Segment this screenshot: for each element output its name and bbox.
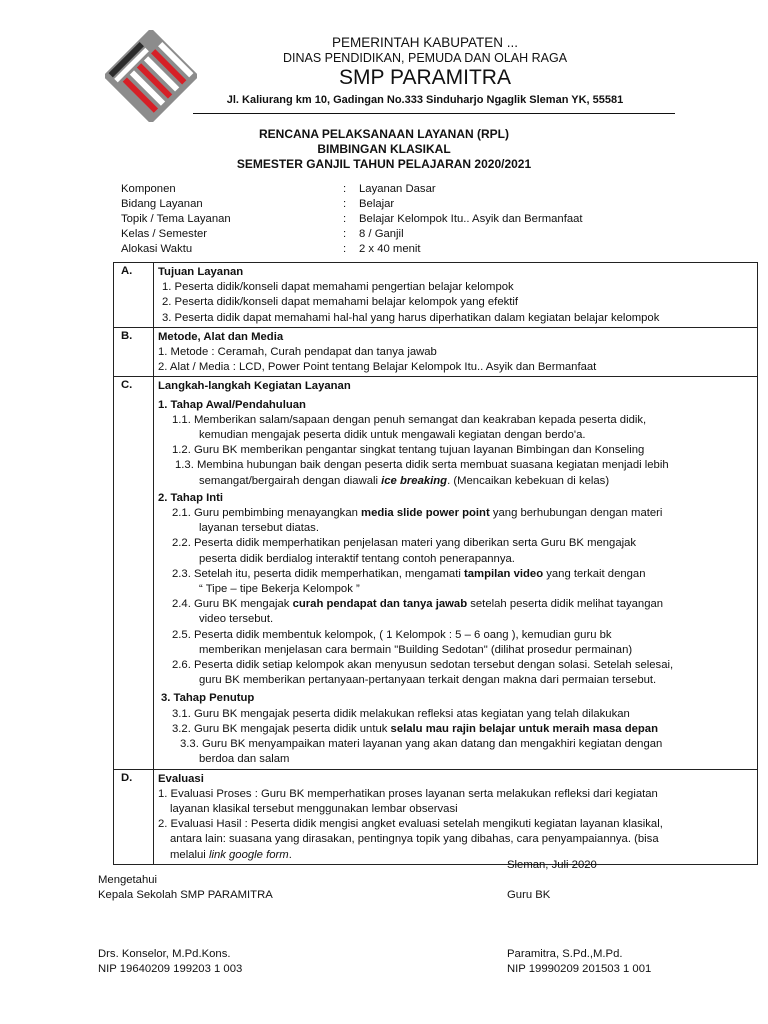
list-item: 1. Peserta didik/konseli dapat memahami pengertian belajar kelompok xyxy=(162,281,514,294)
text-run: yang berhubungan dengan materi xyxy=(489,507,663,520)
text-run: . (Mencaikan kebekuan di kelas) xyxy=(447,474,610,487)
step-text: peserta didik berdialog interaktif tentang contoh penerapannya. xyxy=(199,552,515,565)
step-text: 1.2. Guru BK memberikan pengantar singkat tentang tujuan layanan Bimbingan dan Konseling xyxy=(172,444,645,457)
doc-title-2: BIMBINGAN KLASIKAL xyxy=(317,142,451,156)
doc-title-3: SEMESTER GANJIL TAHUN PELAJARAN 2020/2021 xyxy=(236,157,532,171)
section-letter: C. xyxy=(114,377,154,769)
section-heading: Metode, Alat dan Media xyxy=(158,330,284,343)
text-run: 2.4. Guru BK mengajak xyxy=(172,598,293,611)
info-row xyxy=(121,242,681,257)
counselor-nip: NIP 19990209 201503 1 001 xyxy=(507,963,652,975)
text-run: melalui xyxy=(170,848,209,861)
counselor-name: Paramitra, S.Pd.,M.Pd. xyxy=(507,948,623,960)
info-value: Layanan Dasar xyxy=(359,183,436,195)
section-letter: D. xyxy=(114,769,154,864)
section-content xyxy=(154,377,758,769)
school-address: Jl. Kaliurang km 10, Gadingan No.333 Sinduharjo Ngaglik Sleman YK, 55581 xyxy=(226,94,624,106)
section-heading: Langkah-langkah Kegiatan Layanan xyxy=(158,380,351,393)
step-text: 3.3. Guru BK menyampaikan materi layanan yang akan datang dan mengakhiri kegiatan dengan xyxy=(180,738,663,751)
text-run-bold: media slide power point xyxy=(361,507,490,520)
section-d xyxy=(114,769,758,864)
list-item: 3. Peserta didik dapat memahami hal-hal yang harus diperhatikan dalam kegiatan belajar kelompok xyxy=(162,311,660,324)
evaluation-text: antara lain: suasana yang dirasakan, pentingnya topik yang dibahas, cara penyampaiannya. (bisa xyxy=(170,833,659,846)
kop-line-2: DINAS PENDIDIKAN, PEMUDA DAN OLAH RAGA xyxy=(282,51,568,65)
section-letter: B. xyxy=(114,327,154,377)
info-colon: : xyxy=(343,243,347,255)
list-item: 2. Peserta didik/konseli dapat memahami belajar kelompok yang efektif xyxy=(162,296,519,309)
evaluation-text: 2. Evaluasi Hasil : Peserta didik mengisi angket evaluasi setelah mengikuti kegiatan layanan klasikal, xyxy=(158,818,663,831)
section-content xyxy=(154,769,758,864)
text-run-italic: link google form xyxy=(208,848,289,861)
text-run: 2.1. Guru pembimbing menayangkan xyxy=(172,507,362,520)
info-row xyxy=(121,227,681,242)
letterhead-divider xyxy=(193,113,675,114)
info-label: Kelas / Semester xyxy=(121,228,208,240)
list-item: 1. Metode : Ceramah, Curah pendapat dan tanya jawab xyxy=(158,346,437,359)
principal-title: Kepala Sekolah SMP PARAMITRA xyxy=(98,889,273,901)
info-colon: : xyxy=(343,198,347,210)
step-text xyxy=(158,506,753,521)
text-run-bold: tampilan video xyxy=(464,567,544,580)
section-a xyxy=(114,263,758,328)
kop-line-1: PEMERINTAH KABUPATEN ... xyxy=(331,35,519,50)
step-text: 1.3. Membina hubungan baik dengan peserta didik serta membuat suasana kegiatan menjadi lebih xyxy=(175,459,669,472)
step-text: layanan tersebut diatas. xyxy=(199,522,319,535)
text-run: 2.3. Setelah itu, peserta didik memperhatikan, mengamati xyxy=(172,567,464,580)
info-colon: : xyxy=(343,213,347,225)
step-text: 2.2. Peserta didik memperhatikan penjelasan materi yang diberikan serta Guru BK mengajak xyxy=(172,537,637,550)
step-text: video tersebut. xyxy=(199,613,274,626)
info-value: Belajar xyxy=(359,198,395,210)
stage-heading: 3. Tahap Penutup xyxy=(161,692,255,705)
info-block xyxy=(121,182,681,257)
place-date: Sleman, Juli 2020 xyxy=(507,859,597,871)
text-run: . xyxy=(288,848,292,861)
info-row xyxy=(121,212,681,227)
list-item: 2. Alat / Media : LCD, Power Point tentang Belajar Kelompok Itu.. Asyik dan Bermanfaat xyxy=(158,361,597,374)
stage-heading: 2. Tahap Inti xyxy=(158,491,224,504)
counselor-title: Guru BK xyxy=(507,889,551,901)
info-value: Belajar Kelompok Itu.. Asyik dan Bermanfaat xyxy=(359,213,583,225)
approval-label: Mengetahui xyxy=(98,874,158,886)
section-letter: A. xyxy=(114,263,154,328)
text-run-bold-italic: ice breaking xyxy=(381,474,448,487)
text-run-bold: curah pendapat dan tanya jawab xyxy=(292,598,468,611)
step-text xyxy=(158,722,753,737)
info-label: Komponen xyxy=(121,183,176,195)
section-content xyxy=(154,263,758,328)
step-text: 1.1. Memberikan salam/sapaan dengan penuh semangat dan keakraban kepada peserta didik, xyxy=(172,413,647,426)
info-label: Bidang Layanan xyxy=(121,198,203,210)
evaluation-text xyxy=(158,848,753,863)
step-text: 2.5. Peserta didik membentuk kelompok, ( 1 Kelompok : 5 – 6 oang ), kemudian guru bk xyxy=(172,628,612,641)
school-logo xyxy=(105,30,197,122)
info-colon: : xyxy=(343,228,347,240)
info-label: Topik / Tema Layanan xyxy=(121,213,231,225)
section-heading: Evaluasi xyxy=(158,772,204,785)
step-text: kemudian mengajak peserta didik untuk mengawali kegiatan dengan berdo'a. xyxy=(199,429,586,442)
text-run: semangat/bergairah dengan diawali xyxy=(199,474,382,487)
rpl-table xyxy=(113,262,758,865)
step-text: 3.1. Guru BK mengajak peserta didik melakukan refleksi atas kegiatan yang telah dilakukan xyxy=(172,707,630,720)
evaluation-text: 1. Evaluasi Proses : Guru BK memperhatikan proses layanan serta melakukan refleksi dari kegiatan xyxy=(158,787,658,800)
step-text: “ Tipe – tipe Bekerja Kelompok ” xyxy=(199,583,360,596)
step-text: guru BK memberikan pertanyaan-pertanyaan terkait dengan makna dari permaian tersebut. xyxy=(199,674,657,687)
section-heading: Tujuan Layanan xyxy=(158,266,244,278)
section-content xyxy=(154,327,758,377)
text-run: yang terkait dengan xyxy=(543,567,646,580)
info-row xyxy=(121,197,681,212)
text-run-bold: selalu mau rajin belajar untuk meraih masa depan xyxy=(390,722,658,735)
step-text xyxy=(158,567,753,582)
stage-heading: 1. Tahap Awal/Pendahuluan xyxy=(158,398,306,411)
info-label: Alokasi Waktu xyxy=(121,243,193,255)
evaluation-text: layanan klasikal tersebut menggunakan lembar observasi xyxy=(170,802,458,815)
info-value: 2 x 40 menit xyxy=(359,243,421,255)
text-run: setelah peserta didik melihat tayangan xyxy=(467,598,664,611)
step-text xyxy=(158,597,753,612)
section-b xyxy=(114,327,758,377)
principal-nip: NIP 19640209 199203 1 003 xyxy=(98,963,243,975)
principal-name: Drs. Konselor, M.Pd.Kons. xyxy=(98,948,231,960)
info-colon: : xyxy=(343,183,347,195)
text-run: 3.2. Guru BK mengajak peserta didik untuk xyxy=(172,722,391,735)
step-text: 2.6. Peserta didik setiap kelompok akan menyusun sedotan tersebut dengan solasi. Setelah selesai, xyxy=(172,659,674,672)
step-text xyxy=(158,474,753,489)
info-value: 8 / Ganjil xyxy=(359,228,404,240)
section-c xyxy=(114,377,758,769)
school-name: SMP PARAMITRA xyxy=(339,66,511,89)
step-text: berdoa dan salam xyxy=(199,753,290,766)
doc-title-1: RENCANA PELAKSANAAN LAYANAN (RPL) xyxy=(258,127,509,141)
info-row xyxy=(121,182,681,197)
step-text: memberikan menjelasan cara bermain "Building Sedotan" (dilihat prosedur permainan) xyxy=(199,643,633,656)
